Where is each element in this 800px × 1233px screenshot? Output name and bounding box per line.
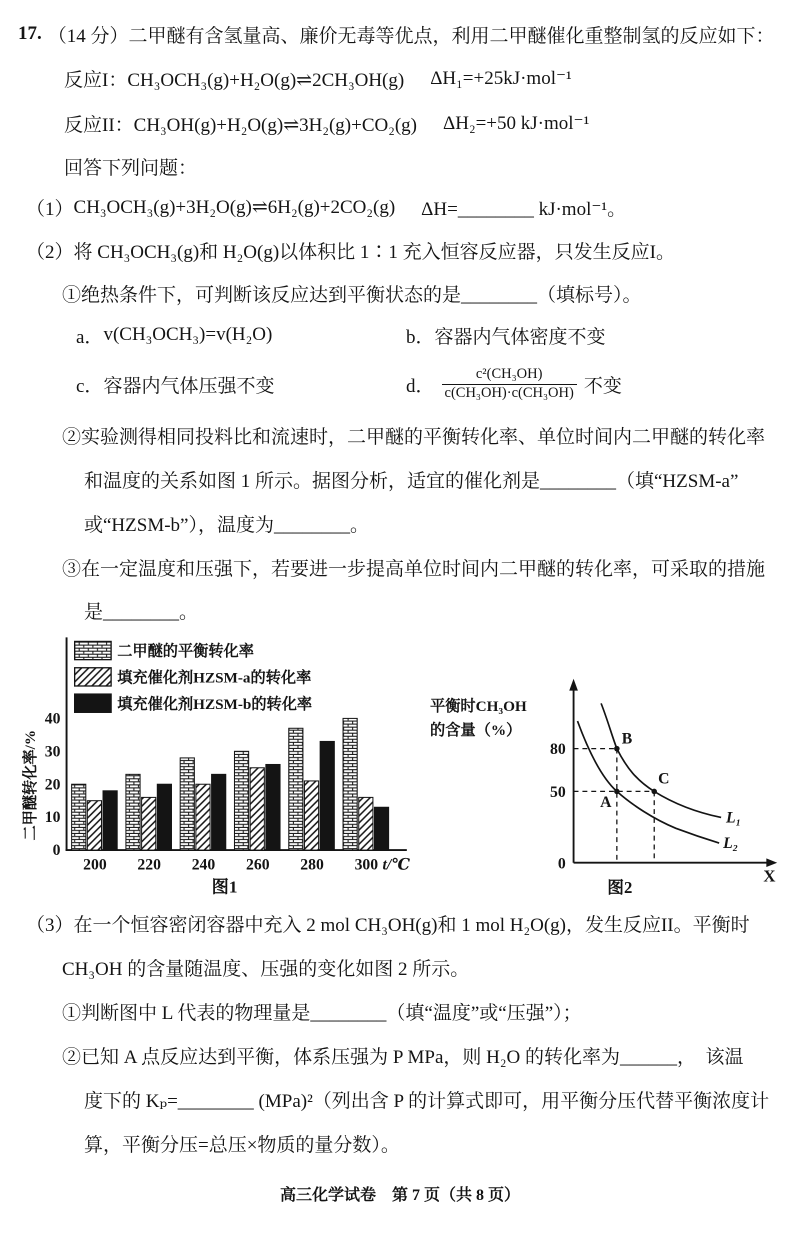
curve-label-L1: L₁: [725, 809, 742, 827]
question-number: 17.: [18, 23, 42, 44]
option-c-text: 容器内气体压强不变: [103, 375, 275, 397]
legend-swatch-brick: [75, 641, 111, 659]
bar-200-solid: [103, 791, 117, 850]
x-tick-label: 200: [83, 856, 107, 874]
part-3-text1: 在一个恒容密闭容器中充入 2 mol CH₃OH(g)和 1 mol H₂O(g)，发生反应II。平衡时: [73, 914, 750, 936]
answer-prompt: 回答下列问题：: [64, 157, 198, 179]
part-2-sub2-line3: [18, 501, 782, 545]
figure2-line-chart: [428, 675, 782, 897]
legend-swatch-solid: [75, 694, 111, 712]
bar-200-brick: [72, 784, 86, 850]
y-axis-label: 二甲醚转化率/%: [22, 729, 40, 841]
answer-prompt-line: [18, 146, 782, 186]
x-tick-label: 300: [354, 856, 379, 874]
question-intro: （14 分）二甲醚有含氢量高、廉价无毒等优点，利用二甲醚催化重整制氢的反应如下：: [47, 25, 775, 47]
option-b-text: 容器内气体密度不变: [434, 326, 606, 348]
part-3-sub2-line2: [18, 1077, 782, 1121]
option-a-label: a．: [76, 326, 104, 348]
part-1-equation: CH₃OCH₃(g)+3H₂O(g)⇌6H₂(g)+2CO₂(g): [73, 197, 396, 218]
x-axis-label: X: [763, 866, 776, 886]
part-3-text2: CH₃OH 的含量随温度、压强的变化如图 2 所示。: [62, 958, 470, 980]
bar-240-diagonal: [196, 784, 210, 850]
part-3-sub2-text2: 度下的 Kₚ=________ (MPa)²（列出含 P 的计算式即可，用平衡分压代替平衡浓度计: [84, 1090, 770, 1112]
options-row-cd: [18, 355, 782, 413]
part-3-sub1-line: [18, 989, 782, 1033]
part-2-line: [18, 229, 782, 272]
part-2-label: （2）: [26, 242, 74, 263]
legend-swatch-diagonal: [75, 668, 111, 686]
origin-label: 0: [557, 855, 566, 873]
option-d-fraction: [442, 366, 577, 402]
part-3-line1: [18, 901, 782, 945]
part-2-sub3-text2: 是________。: [84, 601, 199, 623]
y-tick-label: 0: [52, 842, 61, 860]
option-d-denominator: c(CH₃OH)·c(CH₃OH): [442, 384, 577, 402]
y-tick-label: 80: [549, 741, 566, 759]
point-C: [651, 789, 657, 795]
x-tick-label: 260: [246, 856, 270, 874]
option-c-label: c．: [76, 375, 104, 397]
part-3-line2: [18, 945, 782, 989]
reaction-2-equation: 反应II：CH₃OH(g)+H₂O(g)⇌3H₂(g)+CO₂(g): [64, 115, 418, 136]
option-d-numerator: c²(CH₃OH): [475, 366, 543, 383]
point-label-C: C: [658, 770, 670, 788]
option-b: [406, 322, 782, 349]
reaction-1-line: [18, 56, 782, 101]
part-3-sub2-line3: [18, 1121, 782, 1165]
reaction-2-line: [18, 101, 782, 146]
x-tick-label: 240: [191, 856, 216, 874]
legend-label: 填充催化剂HZSM-b的转化率: [117, 695, 313, 713]
part-1-label: （1）: [26, 199, 74, 220]
bar-260-brick: [234, 751, 248, 850]
part-3-sub1-text: ①判断图中 L 代表的物理量是________（填“温度”或“压强”）；: [62, 1002, 582, 1024]
figure2-caption: 图2: [607, 878, 633, 897]
part-3-label: （3）: [26, 914, 74, 936]
part-2-sub2-line2: [18, 457, 782, 501]
part-2-sub3-line1: [18, 545, 782, 589]
part-3-sub2-line1: [18, 1033, 782, 1077]
part-2-text: 将 CH₃OCH₃(g)和 H₂O(g)以体积比 1∶1 充入恒容反应器，只发生反应I。: [73, 242, 675, 263]
bar-220-solid: [157, 784, 171, 850]
bar-280-solid: [320, 741, 334, 850]
part-1-enthalpy-blank: ΔH=________ kJ·mol⁻¹。: [421, 199, 627, 220]
bar-220-diagonal: [142, 797, 156, 850]
option-a-text: v(CH₃OCH₃)=v(H₂O): [103, 324, 273, 345]
x-axis-label: t/℃: [382, 856, 411, 874]
bar-200-diagonal: [87, 801, 101, 850]
y-tick-label: 40: [44, 710, 61, 728]
part-1-line: [18, 186, 782, 229]
y-tick-label: 30: [44, 743, 61, 761]
part-2-sub1-line: [18, 272, 782, 315]
y-axis-label-line: 平衡时CH₃OH: [429, 698, 527, 716]
bar-300-diagonal: [359, 797, 373, 850]
option-d-label: d．: [406, 375, 435, 397]
bar-220-brick: [126, 774, 140, 850]
part-3-sub2-text1: ②已知 A 点反应达到平衡，体系压强为 P MPa，则 H₂O 的转化率为______， 该温: [62, 1046, 744, 1068]
curve-L2: [577, 721, 719, 843]
page-footer: 高三化学试卷 第 7 页（共 8 页）: [279, 1187, 520, 1204]
option-d: [406, 366, 782, 402]
y-tick-label: 10: [44, 809, 61, 827]
y-axis-label-line: 的含量（%）: [429, 721, 522, 739]
legend-label: 填充催化剂HZSM-a的转化率: [117, 669, 312, 687]
point-B: [614, 746, 620, 752]
part-2-sub2-line1: [18, 413, 782, 457]
bar-300-solid: [374, 807, 388, 850]
bar-260-diagonal: [250, 768, 264, 850]
part-2-sub3-text1: ③在一定温度和压强下，若要进一步提高单位时间内二甲醚的转化率，可采取的措施: [62, 558, 766, 580]
reaction-2-enthalpy: ΔH₂=+50 kJ·mol⁻¹: [443, 113, 590, 134]
part-3-sub2-text3: 算，平衡分压=总压×物质的量分数）。: [84, 1134, 400, 1156]
reaction-1-equation: 反应I：CH₃OCH₃(g)+H₂O(g)⇌2CH₃OH(g): [64, 70, 405, 91]
point-label-B: B: [621, 730, 633, 748]
y-axis-arrow: [569, 679, 578, 691]
bar-280-diagonal: [304, 781, 318, 850]
bar-260-solid: [266, 764, 280, 850]
option-a: [76, 322, 406, 349]
part-2-sub3-line2: [18, 589, 782, 631]
option-c: [76, 371, 406, 398]
part-2-sub2-text3: 或“HZSM-b”），温度为________。: [84, 514, 369, 536]
question-17-intro-line: [18, 12, 782, 56]
point-A: [614, 789, 620, 795]
bar-300-brick: [343, 718, 357, 850]
bar-240-solid: [212, 774, 226, 850]
legend-label: 二甲醚的平衡转化率: [117, 643, 254, 661]
figure1-caption: 图1: [211, 877, 238, 897]
options-row-ab: [18, 315, 782, 355]
y-tick-label: 20: [44, 776, 61, 794]
figures-row: [18, 635, 782, 901]
option-b-label: b．: [406, 326, 435, 348]
x-tick-label: 220: [137, 856, 161, 874]
bar-240-brick: [180, 758, 194, 850]
curve-label-L2: L₂: [722, 834, 739, 852]
point-label-A: A: [600, 794, 612, 812]
bar-280-brick: [289, 728, 303, 850]
curve-L1: [601, 703, 721, 817]
part-2-sub1-text: ①绝热条件下，可判断该反应达到平衡状态的是________（填标号）。: [62, 285, 642, 306]
x-tick-label: 280: [300, 856, 324, 874]
figure1-bar-chart: [22, 635, 412, 897]
y-tick-label: 50: [549, 783, 566, 801]
reaction-1-enthalpy: ΔH₁=+25kJ·mol⁻¹: [430, 68, 572, 89]
part-2-sub2-text1: ②实验测得相同投料比和流速时，二甲醚的平衡转化率、单位时间内二甲醚的转化率: [62, 426, 766, 448]
part-2-sub2-text2: 和温度的关系如图 1 所示。据图分析，适宜的催化剂是________（填“HZSM-a”: [84, 470, 739, 492]
option-d-suffix: 不变: [583, 375, 622, 397]
